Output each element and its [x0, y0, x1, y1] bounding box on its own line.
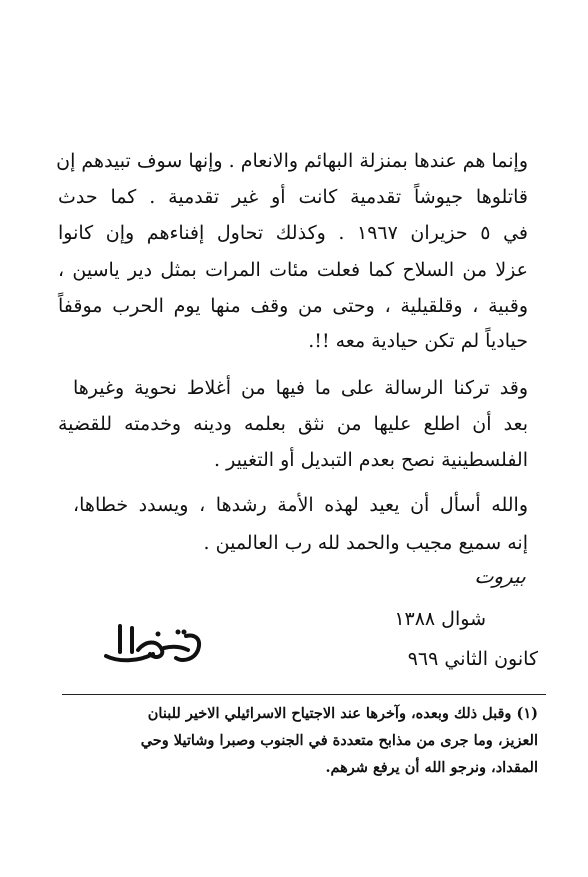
body-line-3: في ٥ حزيران ١٩٦٧ . وكذلك تحاول إفناءهم وإن كانوا	[58, 222, 528, 244]
body-line-7: وقد تركنا الرسالة على ما فيها من أغلاط نحوية وغيرها	[73, 377, 528, 399]
body-line-6: حيادياً لم تكن حيادية معه !!.	[308, 330, 528, 352]
body-line-11: إنه سميع مجيب والحمد لله رب العالمين .	[203, 532, 528, 554]
footnote-line-1: (١) وقبل ذلك وبعده، وآخرها عند الاجتياح الاسرائيلي الاخير للبنان	[147, 705, 538, 722]
date-hijri: شوال ١٣٨٨	[394, 608, 486, 630]
footnote-line-3: المقداد، ونرجو الله أن يرفع شرهم.	[325, 759, 538, 776]
body-line-5: وقبية ، وقلقيلية ، وحتى من وقف منها يوم الحرب موقفاً	[58, 295, 528, 317]
footnote-divider	[62, 694, 546, 695]
footnote-line-2: العزيز، وما جرى من مذابح متعددة في الجنوب وصبرا وشاتيلا وحي	[140, 732, 538, 749]
date-gregorian: كانون الثاني ٩٦٩	[407, 648, 538, 670]
body-line-2: قاتلوها جيوشاً تقدمية كانت أو غير تقدمية . كما حدث	[58, 186, 528, 208]
place-name: بيروت	[473, 564, 528, 588]
publisher-signature	[98, 612, 208, 672]
body-line-10: والله أسأل أن يعيد لهذه الأمة رشدها ، ويسدد خطاها،	[73, 494, 528, 516]
body-line-4: عزلا من السلاح كما فعلت مئات المرات بمثل دير ياسين ،	[58, 259, 528, 281]
body-line-9: الفلسطينية نصح بعدم التبديل أو التغيير .	[214, 449, 528, 471]
body-line-1: وإنما هم عندها بمنزلة البهائم والانعام . وإنها سوف تبيدهم إن	[56, 150, 528, 172]
body-line-8: بعد أن اطلع عليها من نثق بعلمه ودينه وخدمته للقضية	[58, 413, 528, 435]
